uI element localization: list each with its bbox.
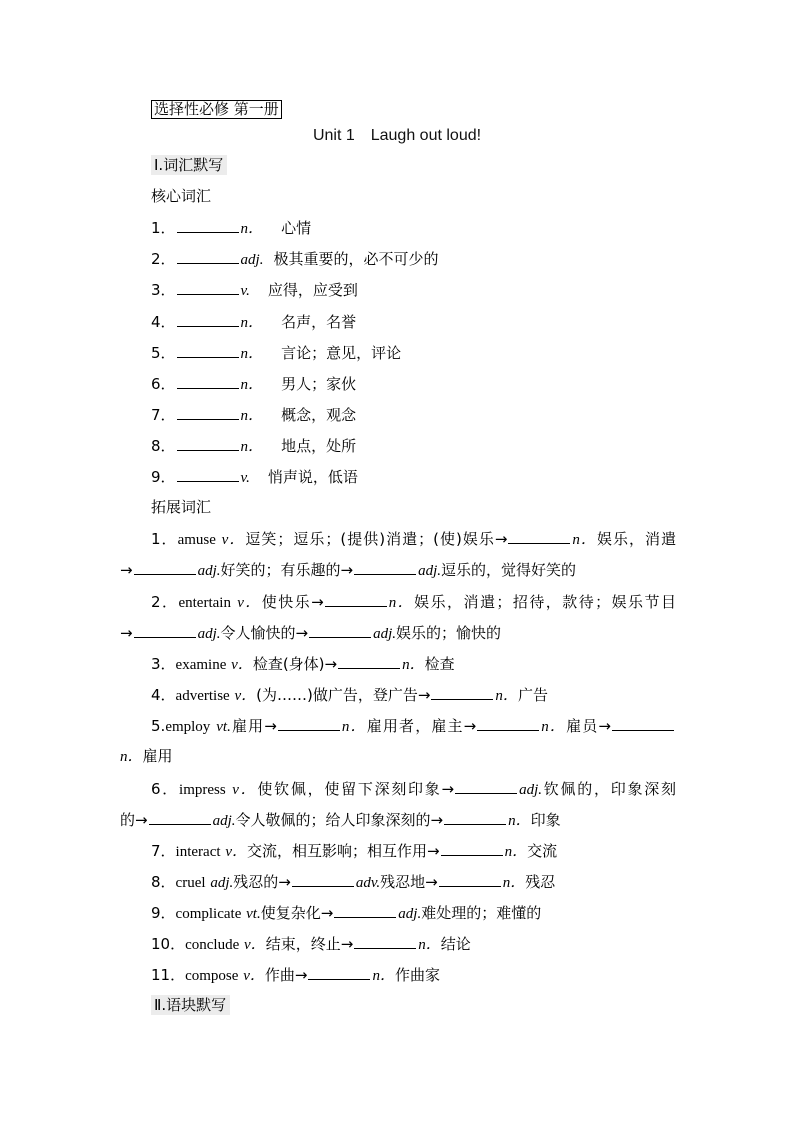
item-text: 逗笑；逗乐；(提供)消遣；(使)娱乐→ <box>245 530 508 548</box>
answer-blank[interactable] <box>177 466 239 482</box>
item-meaning: 极其重要的，必不可少的 <box>273 250 439 268</box>
answer-blank[interactable] <box>134 559 196 575</box>
part-of-speech: n． <box>495 688 518 704</box>
answer-blank[interactable] <box>177 404 239 420</box>
item-text: 作曲家 <box>394 966 440 984</box>
part-of-speech: vt. <box>246 906 261 922</box>
answer-blank[interactable] <box>177 373 239 389</box>
part-of-speech: v． <box>225 844 247 860</box>
part-of-speech: v． <box>237 595 262 611</box>
answer-blank[interactable] <box>308 964 370 980</box>
head-word: entertain <box>178 595 231 611</box>
core-item <box>151 279 676 301</box>
item-text: 残忍 <box>525 873 556 891</box>
item-text: 交流，相互影响；相互作用→ <box>246 842 440 860</box>
answer-blank[interactable] <box>134 622 196 638</box>
ext-item <box>151 871 676 893</box>
part-of-speech: n． <box>572 532 597 548</box>
item-number: 4． <box>151 313 176 331</box>
part-of-speech: n． <box>240 346 264 362</box>
item-meaning: 男人；家伙 <box>281 375 357 393</box>
item-text: 交流 <box>527 842 558 860</box>
head-word: advertise <box>175 688 230 704</box>
item-meaning: 名声，名誉 <box>281 313 357 331</box>
answer-blank[interactable] <box>177 342 239 358</box>
item-text: 印象 <box>530 811 561 829</box>
item-text: 难处理的；难懂的 <box>421 904 542 922</box>
answer-blank[interactable] <box>612 715 674 731</box>
answer-blank[interactable] <box>444 809 506 825</box>
answer-blank[interactable] <box>431 684 493 700</box>
answer-blank[interactable] <box>309 622 371 638</box>
head-word: examine <box>175 657 227 673</box>
part-of-speech: adj. <box>519 782 543 798</box>
ext-item <box>151 964 676 986</box>
item-text: 广告 <box>517 686 548 704</box>
part-of-speech: adj. <box>212 813 236 829</box>
head-word: compose <box>185 968 239 984</box>
item-number: 8． <box>151 437 176 455</box>
section-chunks-heading: Ⅱ.语块默写 <box>151 995 230 1015</box>
answer-blank[interactable] <box>325 591 387 607</box>
part-of-speech: n． <box>504 844 528 860</box>
item-number: 1． <box>151 530 178 548</box>
item-meaning: 地点，处所 <box>281 437 357 455</box>
part-of-speech: v． <box>221 532 246 548</box>
head-word: employ <box>165 719 211 735</box>
part-of-speech: adj. <box>418 563 441 579</box>
part-of-speech: n． <box>240 408 264 424</box>
head-word: interact <box>175 844 221 860</box>
item-text: 雇用 <box>142 747 173 765</box>
answer-blank[interactable] <box>354 559 416 575</box>
answer-blank[interactable] <box>455 778 517 794</box>
answer-blank[interactable] <box>177 435 239 451</box>
part-of-speech: n． <box>240 439 264 455</box>
item-number: 9． <box>151 468 176 486</box>
part-of-speech: adj. <box>373 626 396 642</box>
part-of-speech: n． <box>418 937 441 953</box>
core-item <box>151 248 676 270</box>
arrow: → <box>120 561 133 579</box>
core-item <box>151 342 676 364</box>
item-text: 雇员→ <box>566 717 611 735</box>
item-text: 使复杂化→ <box>260 904 334 922</box>
answer-blank[interactable] <box>278 715 340 731</box>
answer-blank[interactable] <box>177 279 239 295</box>
item-text: 娱乐的；愉快的 <box>396 624 502 642</box>
item-text: 好笑的；有乐趣的→ <box>220 561 354 579</box>
part-of-speech: v. <box>240 283 250 299</box>
part-of-speech: n． <box>240 315 264 331</box>
ext-item-continuation <box>120 559 676 581</box>
part-of-speech: adj. <box>210 875 234 891</box>
core-item <box>151 217 676 239</box>
part-of-speech: v． <box>234 688 257 704</box>
part-of-speech: adj. <box>197 626 221 642</box>
ext-item <box>151 840 676 862</box>
item-number: 5. <box>151 717 166 735</box>
part-of-speech: v． <box>243 968 265 984</box>
part-of-speech: v． <box>244 937 266 953</box>
part-of-speech: n． <box>240 377 264 393</box>
item-text: 逗乐的，觉得好笑的 <box>441 561 577 579</box>
item-number: 9． <box>151 904 176 922</box>
ext-item-continuation <box>120 809 676 831</box>
ext-item <box>151 684 676 706</box>
head-word: impress <box>179 782 226 798</box>
unit-title: Unit 1 Laugh out loud! <box>312 127 482 144</box>
ext-item <box>151 528 676 550</box>
core-item <box>151 435 676 457</box>
part-of-speech: v． <box>231 657 253 673</box>
part-of-speech: n． <box>372 968 395 984</box>
answer-blank[interactable] <box>177 248 239 264</box>
item-meaning: 心情 <box>281 219 312 237</box>
item-number: 7． <box>151 406 176 424</box>
extended-vocab-heading: 拓展词汇 <box>151 498 212 516</box>
part-of-speech: vt. <box>216 719 231 735</box>
book-title: 选择性必修 第一册 <box>151 100 282 119</box>
item-number: 4． <box>151 686 176 704</box>
answer-blank[interactable] <box>354 933 416 949</box>
answer-blank[interactable] <box>338 653 400 669</box>
part-of-speech: n． <box>508 813 531 829</box>
item-text: 雇用者，雇主→ <box>366 717 477 735</box>
core-item <box>151 373 676 395</box>
core-vocab-heading: 核心词汇 <box>151 187 212 205</box>
ext-item <box>151 933 676 955</box>
item-number: 8． <box>151 873 176 891</box>
part-of-speech: n． <box>388 595 415 611</box>
item-text: 令人愉快的→ <box>220 624 309 642</box>
answer-blank[interactable] <box>177 217 239 233</box>
arrow: → <box>120 624 133 642</box>
part-of-speech: n． <box>541 719 567 735</box>
item-number: 6． <box>151 375 176 393</box>
item-number: 7． <box>151 842 176 860</box>
item-text: (为……)做广告，登广告→ <box>256 686 431 704</box>
ext-item <box>151 715 676 737</box>
item-text: 检查(身体)→ <box>252 655 338 673</box>
answer-blank[interactable] <box>177 311 239 327</box>
item-number: 10． <box>151 935 186 953</box>
item-text: 使钦佩，使留下深刻印象→ <box>257 780 455 798</box>
head-word: complicate <box>175 906 242 922</box>
item-meaning: 言论；意见，评论 <box>281 344 402 362</box>
item-text: 雇用→ <box>230 717 277 735</box>
ext-item-continuation <box>120 622 676 644</box>
answer-blank[interactable] <box>149 809 211 825</box>
core-item <box>151 404 676 426</box>
head-word: amuse <box>177 532 216 548</box>
section-vocabulary-heading: Ⅰ.词汇默写 <box>151 155 227 175</box>
item-number: 2． <box>151 250 176 268</box>
part-of-speech: adj. <box>240 252 264 268</box>
answer-blank[interactable] <box>441 840 503 856</box>
item-text: 残忍地→ <box>380 873 438 891</box>
item-number: 3． <box>151 281 176 299</box>
item-number: 5． <box>151 344 176 362</box>
part-of-speech: n． <box>240 221 264 237</box>
item-text: 结束，终止→ <box>265 935 354 953</box>
item-text: 的→ <box>120 811 148 829</box>
ext-item <box>151 778 676 800</box>
item-text: 使快乐→ <box>261 593 324 611</box>
item-meaning: 悄声说，低语 <box>267 468 358 486</box>
item-text: 结论 <box>440 935 471 953</box>
item-text: 钦佩的，印象深刻 <box>542 780 676 798</box>
item-number: 6． <box>151 780 180 798</box>
item-text: 作曲→ <box>264 966 308 984</box>
item-text: 娱乐，消遣；招待，款待；娱乐节目 <box>414 593 676 611</box>
item-meaning: 应得，应受到 <box>267 281 358 299</box>
item-number: 11． <box>151 966 186 984</box>
item-text: 残忍的→ <box>233 873 291 891</box>
part-of-speech: v. <box>240 470 250 486</box>
part-of-speech: adj. <box>398 906 422 922</box>
item-text: 检查 <box>424 655 455 673</box>
part-of-speech: n． <box>502 875 526 891</box>
part-of-speech: adj. <box>197 563 221 579</box>
item-number: 1． <box>151 219 176 237</box>
part-of-speech: n． <box>120 749 143 765</box>
part-of-speech: v． <box>232 782 258 798</box>
item-text: 娱乐，消遣 <box>596 530 676 548</box>
answer-blank[interactable] <box>439 871 501 887</box>
item-text: 令人敬佩的；给人印象深刻的→ <box>235 811 444 829</box>
ext-item-continuation <box>120 746 676 767</box>
item-meaning: 概念，观念 <box>281 406 357 424</box>
answer-blank[interactable] <box>508 528 570 544</box>
ext-item <box>151 591 676 613</box>
item-number: 2． <box>151 593 179 611</box>
answer-blank[interactable] <box>334 902 396 918</box>
core-item <box>151 311 676 333</box>
head-word: cruel <box>175 875 206 891</box>
head-word: conclude <box>185 937 240 953</box>
part-of-speech: n． <box>402 657 425 673</box>
answer-blank[interactable] <box>477 715 539 731</box>
part-of-speech: adv. <box>355 875 381 891</box>
part-of-speech: n． <box>341 719 367 735</box>
answer-blank[interactable] <box>292 871 354 887</box>
ext-item <box>151 902 676 924</box>
core-item <box>151 466 676 488</box>
item-number: 3． <box>151 655 176 673</box>
ext-item <box>151 653 676 675</box>
